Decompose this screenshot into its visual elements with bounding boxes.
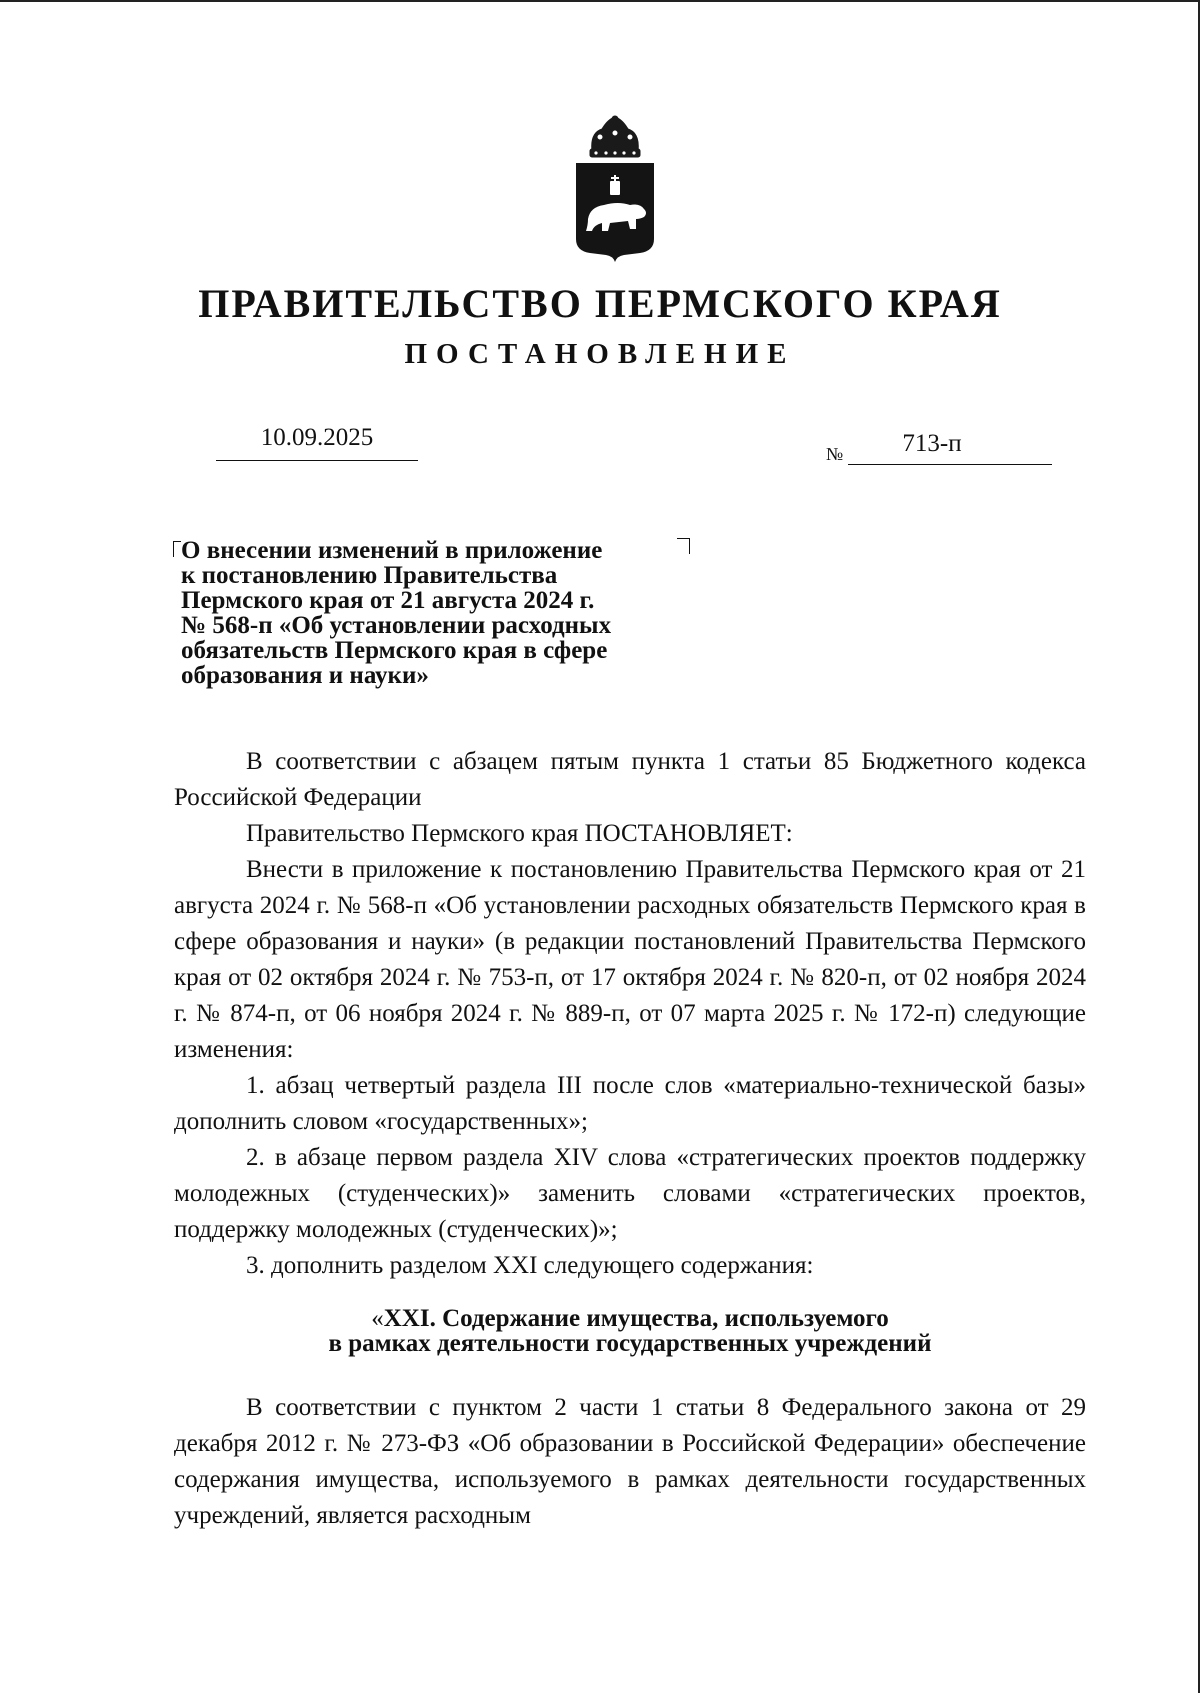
subject-bracket-left (173, 541, 181, 557)
resolution-statement: Правительство Пермского края ПОСТАНОВЛЯЕТ: (246, 820, 793, 847)
subject-line: О внесении изменений в приложение (181, 537, 603, 564)
section-paragraph: В соответствии с пунктом 2 части 1 статьи 8 Федерального закона от 29 декабря 2012 г. № 273-ФЗ «Об образовании в Российской Федерации» обеспечение содержания имущества, используемого в рамках деятельности государственных учреждений, является расходным (174, 1394, 1086, 1529)
subject-line: обязательств Пермского края в сфере (181, 637, 608, 664)
amendment-intro-paragraph: Внести в приложение к постановлению Правительства Пермского края от 21 августа 2024 г. № 568-п «Об установлении расходных обязательств Пермского края в сфере образования и науки» (в редакции постановлений Правительства Пермского края от 02 октября 2024 г. № 753-п, от 17 октября 2024 г. № 820-п, от 02 ноября 2024 г. № 874-п, от 06 ноября 2024 г. № 889-п, от 07 марта 2025 г. № 172-п) следующие изменения: (174, 856, 1086, 1063)
document-number: 713-п (848, 430, 1052, 465)
perm-krai-coat-of-arms-icon (570, 115, 660, 263)
page-top-edge (0, 0, 1200, 2)
document-subject (181, 538, 701, 688)
amendment-item-3: 3. дополнить разделом XXI следующего содержания: (246, 1252, 814, 1279)
subject-line: № 568-п «Об установлении расходных (181, 612, 612, 639)
subject-line: к постановлению Правительства (181, 562, 558, 589)
government-title: ПРАВИТЕЛЬСТВО ПЕРМСКОГО КРАЯ (198, 281, 1002, 326)
subject-line: образования и науки» (181, 662, 429, 689)
section-heading (174, 1306, 1086, 1356)
subject-line: Пермского края от 21 августа 2024 г. (181, 587, 595, 614)
document-body (174, 744, 1086, 1534)
number-sign: № (826, 444, 844, 464)
section-heading-line-2: в рамках деятельности государственных учреждений (328, 1330, 932, 1357)
section-heading-quote: « (371, 1305, 384, 1332)
preamble-paragraph: В соответствии с абзацем пятым пункта 1 статьи 85 Бюджетного кодекса Российской Федерации (174, 748, 1086, 811)
amendment-item-2: 2. в абзаце первом раздела XIV слова «стратегических проектов поддержку молодежных (студенческих)» заменить словами «стратегических проектов, поддержку молодежных (студенческих)»; (174, 1144, 1086, 1243)
document-type: ПОСТАНОВЛЕНИЕ (404, 338, 796, 370)
document-date: 10.09.2025 (216, 424, 418, 461)
amendment-item-1: 1. абзац четвертый раздела III после слов «материально-технической базы» дополнить словом «государственных»; (174, 1072, 1086, 1135)
section-heading-line-1: XXI. Содержание имущества, используемого (383, 1305, 889, 1332)
